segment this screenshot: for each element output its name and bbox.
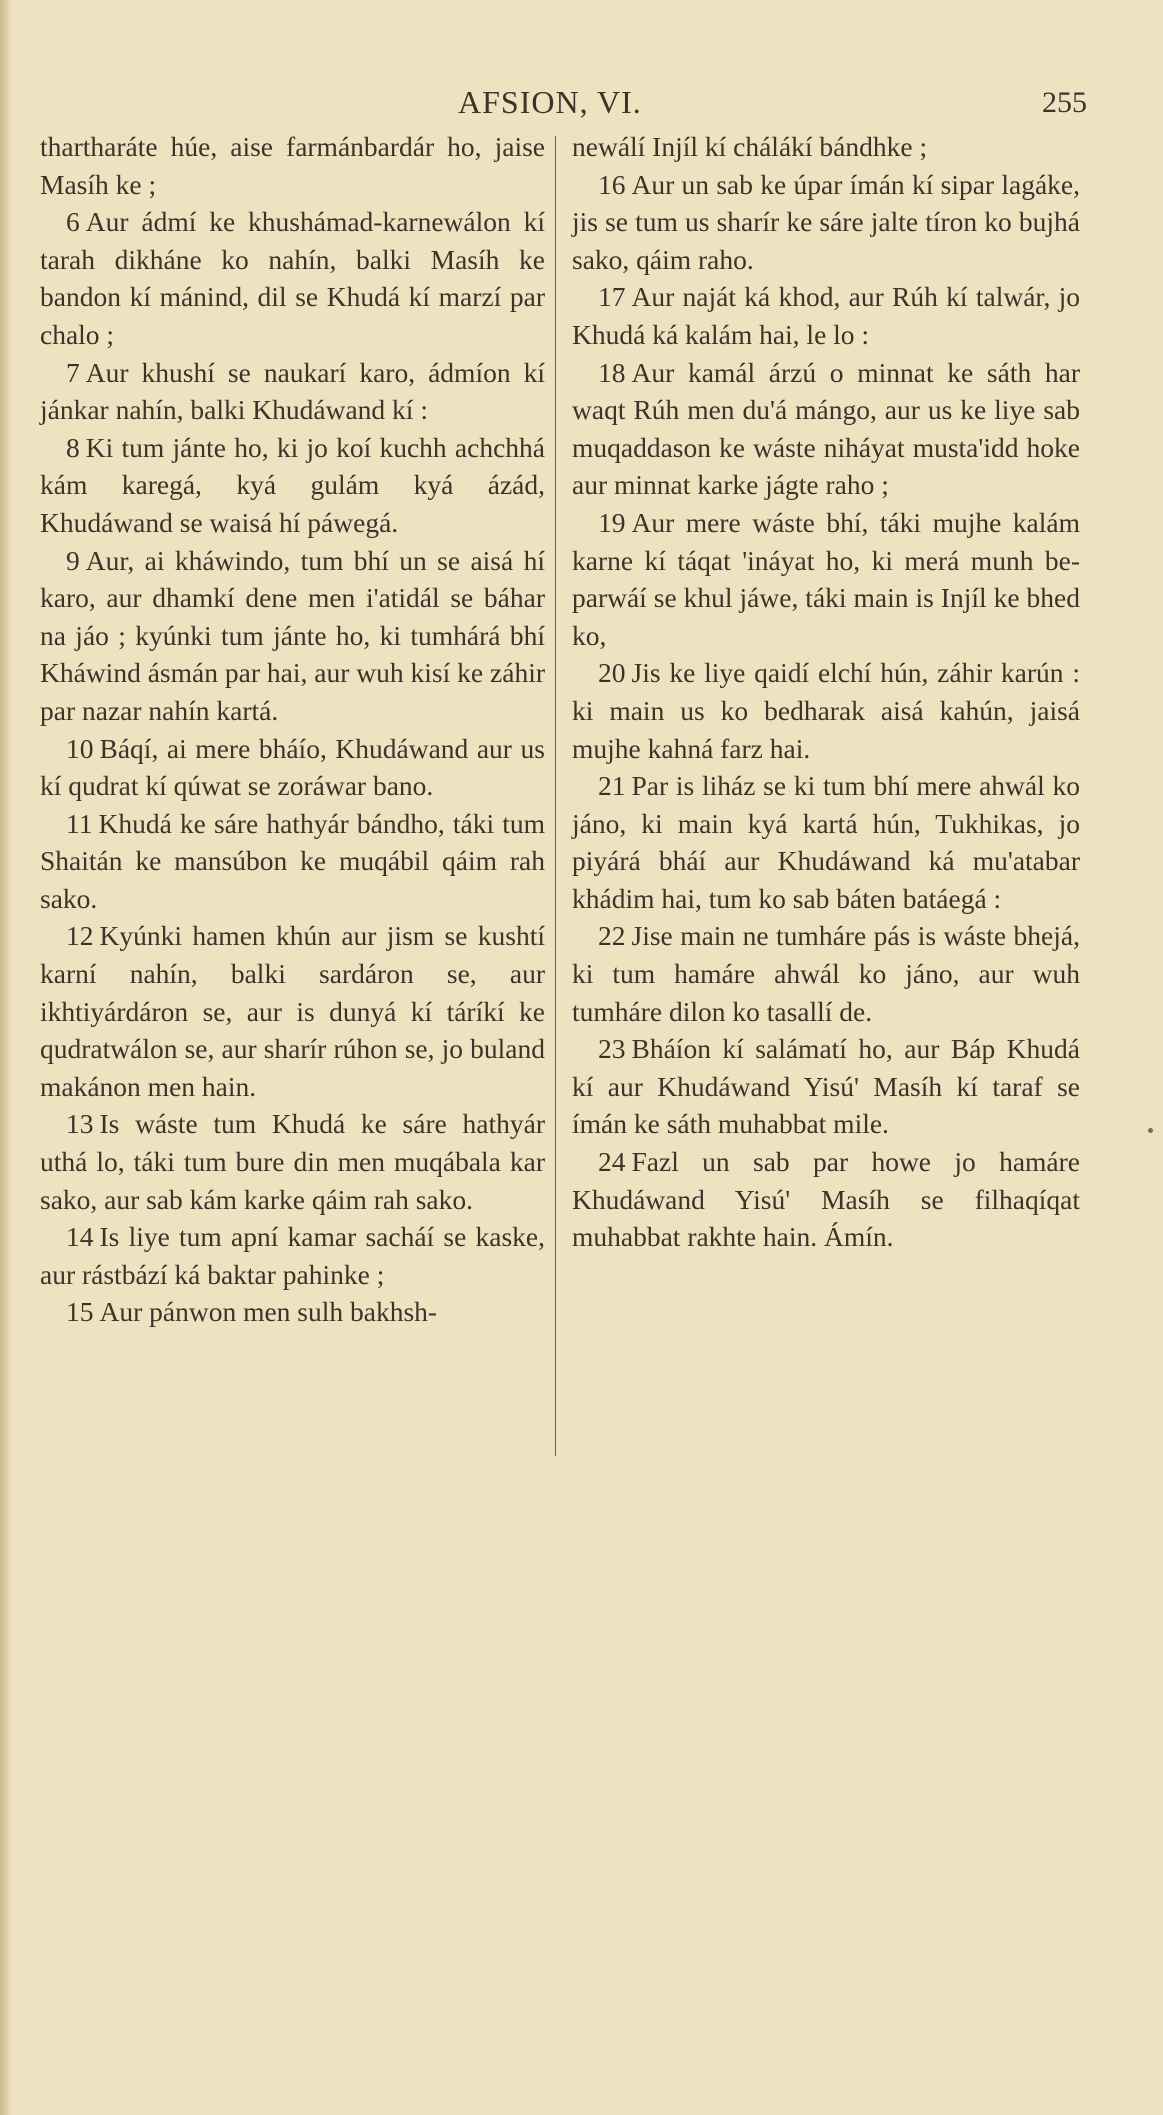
right-column bbox=[572, 128, 1080, 1256]
verse-10 bbox=[40, 730, 545, 805]
verse-text: Aur pánwon men sulh bakhsh- bbox=[99, 1296, 438, 1328]
running-title: AFSION, VI. bbox=[458, 84, 642, 120]
verse-14 bbox=[40, 1218, 545, 1293]
continuation-paragraph: thartharáte húe, aise farmánbardár ho, jaise Masíh ke ; bbox=[40, 131, 545, 200]
verse-number: 20 bbox=[598, 657, 626, 689]
column-divider bbox=[555, 136, 556, 1456]
verse-20 bbox=[572, 654, 1080, 767]
verse-text: Fazl un sab par howe jo hamáre Khudáwand Yisú' Masíh se filhaqíqat muhabbat rakhte hain. Ámín. bbox=[572, 1146, 1080, 1253]
verse-23 bbox=[572, 1030, 1080, 1143]
verse-text: Aur un sab ke úpar ímán kí sipar lagáke, jis se tum us sharír ke sáre jalte tíron ko bujhá sako, qáim raho. bbox=[572, 168, 1080, 275]
verse-text: Bháíon kí salámatí ho, aur Báp Khudá kí aur Khudáwand Yisú' Masíh kí taraf se ímán ke sáth muhabbat mile. bbox=[572, 1033, 1080, 1140]
verse-text: Ki tum jánte ho, ki jo koí kuchh achchhá kám karegá, kyá gulám kyá ázád, Khudáwand se waisá hí páwegá. bbox=[40, 431, 545, 538]
verse-number: 21 bbox=[598, 770, 626, 802]
verse-number: 16 bbox=[598, 168, 626, 200]
verse-text: Par is liház se ki tum bhí mere ahwál ko jáno, ki main kyá kartá hún, Tukhikas, jo piyárá bháí aur Khudáwand ká mu'atabar khádim hai, tum ko sab báten batáegá : bbox=[572, 770, 1080, 914]
verse-number: 6 bbox=[66, 206, 80, 238]
verse-number: 15 bbox=[66, 1296, 94, 1328]
verse-text: Aur mere wáste bhí, táki mujhe kalám karne kí táqat 'ináyat ho, ki merá munh be-parwáí se khul jáwe, táki main is Injíl ke bhed ko, bbox=[572, 506, 1080, 651]
verse-text: Khudá ke sáre hathyár bándho, táki tum Shaitán ke mansúbon ke muqábil qáim rah sako. bbox=[40, 807, 545, 914]
left-column bbox=[40, 128, 545, 1331]
verse-7 bbox=[40, 354, 545, 429]
verse-text: Aur, ai kháwindo, tum bhí un se aisá hí karo, aur dhamkí dene men i'atidál se báhar na jáo ; kyúnki tum jánte ho, ki tumhárá bhí Kháwind ásmán par hai, aur wuh kisí ke záhir par nazar nahín kartá. bbox=[40, 544, 545, 726]
ink-speck bbox=[1148, 1128, 1153, 1133]
verse-number: 23 bbox=[598, 1033, 626, 1065]
verse-number: 14 bbox=[66, 1221, 94, 1253]
verse-9 bbox=[40, 542, 545, 730]
verse-6 bbox=[40, 203, 545, 353]
verse-number: 19 bbox=[598, 506, 626, 538]
verse-text: Is wáste tum Khudá ke sáre hathyár uthá lo, táki tum bure din men muqábala kar sako, aur sab kám karke qáim rah sako. bbox=[40, 1108, 545, 1215]
verse-number: 17 bbox=[598, 281, 626, 313]
verse-16 bbox=[572, 166, 1080, 279]
continuation-paragraph: newálí Injíl kí chálákí bándhke ; bbox=[572, 131, 928, 162]
verse-number: 12 bbox=[66, 920, 94, 952]
page-number: 255 bbox=[1042, 86, 1087, 119]
verse-12 bbox=[40, 917, 545, 1105]
verse-15 bbox=[40, 1293, 545, 1331]
verse-17 bbox=[572, 278, 1080, 353]
verse-text: Báqí, ai mere bháío, Khudáwand aur us kí qudrat kí qúwat se zoráwar bano. bbox=[40, 732, 545, 802]
verse-text: Jise main ne tumháre pás is wáste bhejá, ki tum hamáre ahwál ko jáno, aur wuh tumháre dilon ko tasallí de. bbox=[572, 920, 1080, 1027]
verse-number: 7 bbox=[66, 356, 80, 388]
verse-11 bbox=[40, 805, 545, 918]
verse-text: Aur naját ká khod, aur Rúh kí talwár, jo Khudá ká kalám hai, le lo : bbox=[572, 281, 1080, 350]
verse-24 bbox=[572, 1143, 1080, 1256]
verse-number: 9 bbox=[66, 544, 80, 576]
page-header bbox=[0, 84, 1163, 124]
verse-number: 22 bbox=[598, 920, 626, 952]
verse-number: 8 bbox=[66, 431, 80, 463]
verse-22 bbox=[572, 917, 1080, 1030]
verse-8 bbox=[40, 429, 545, 542]
verse-text: Jis ke liye qaidí elchí hún, záhir karún : ki main us ko bedharak aisá kahún, jaisá mujhe kahná farz hai. bbox=[572, 657, 1080, 764]
page-spine-shadow bbox=[0, 0, 12, 2115]
verse-number: 24 bbox=[598, 1146, 626, 1178]
verse-number: 13 bbox=[66, 1108, 94, 1140]
verse-text: Aur ádmí ke khushámad-karnewálon kí tarah dikháne ko nahín, balki Masíh ke bandon kí mánind, dil se Khudá kí marzí par chalo ; bbox=[40, 206, 545, 350]
verse-text: Kyúnki hamen khún aur jism se kushtí karní nahín, balki sardáron se, aur ikhtiyárdáron se, aur is dunyá kí táríkí ke qudratwálon se, aur sharír rúhon se, jo buland makánon men hain. bbox=[40, 920, 545, 1102]
verse-text: Aur khushí se naukarí karo, ádmíon kí jánkar nahín, balki Khudáwand kí : bbox=[40, 356, 545, 426]
verse-number: 11 bbox=[66, 807, 93, 839]
verse-21 bbox=[572, 767, 1080, 917]
verse-text: Aur kamál árzú o minnat ke sáth har waqt Rúh men du'á mángo, aur us ke liye sab muqaddason ke wáste niháyat musta'idd hoke aur minnat karke jágte raho ; bbox=[572, 356, 1080, 501]
verse-number: 18 bbox=[598, 356, 626, 388]
verse-19 bbox=[572, 504, 1080, 654]
verse-text: Is liye tum apní kamar sacháí se kaske, aur rástbází ká baktar pahinke ; bbox=[40, 1221, 545, 1290]
verse-number: 10 bbox=[66, 732, 94, 764]
verse-18 bbox=[572, 354, 1080, 504]
verse-13 bbox=[40, 1105, 545, 1218]
